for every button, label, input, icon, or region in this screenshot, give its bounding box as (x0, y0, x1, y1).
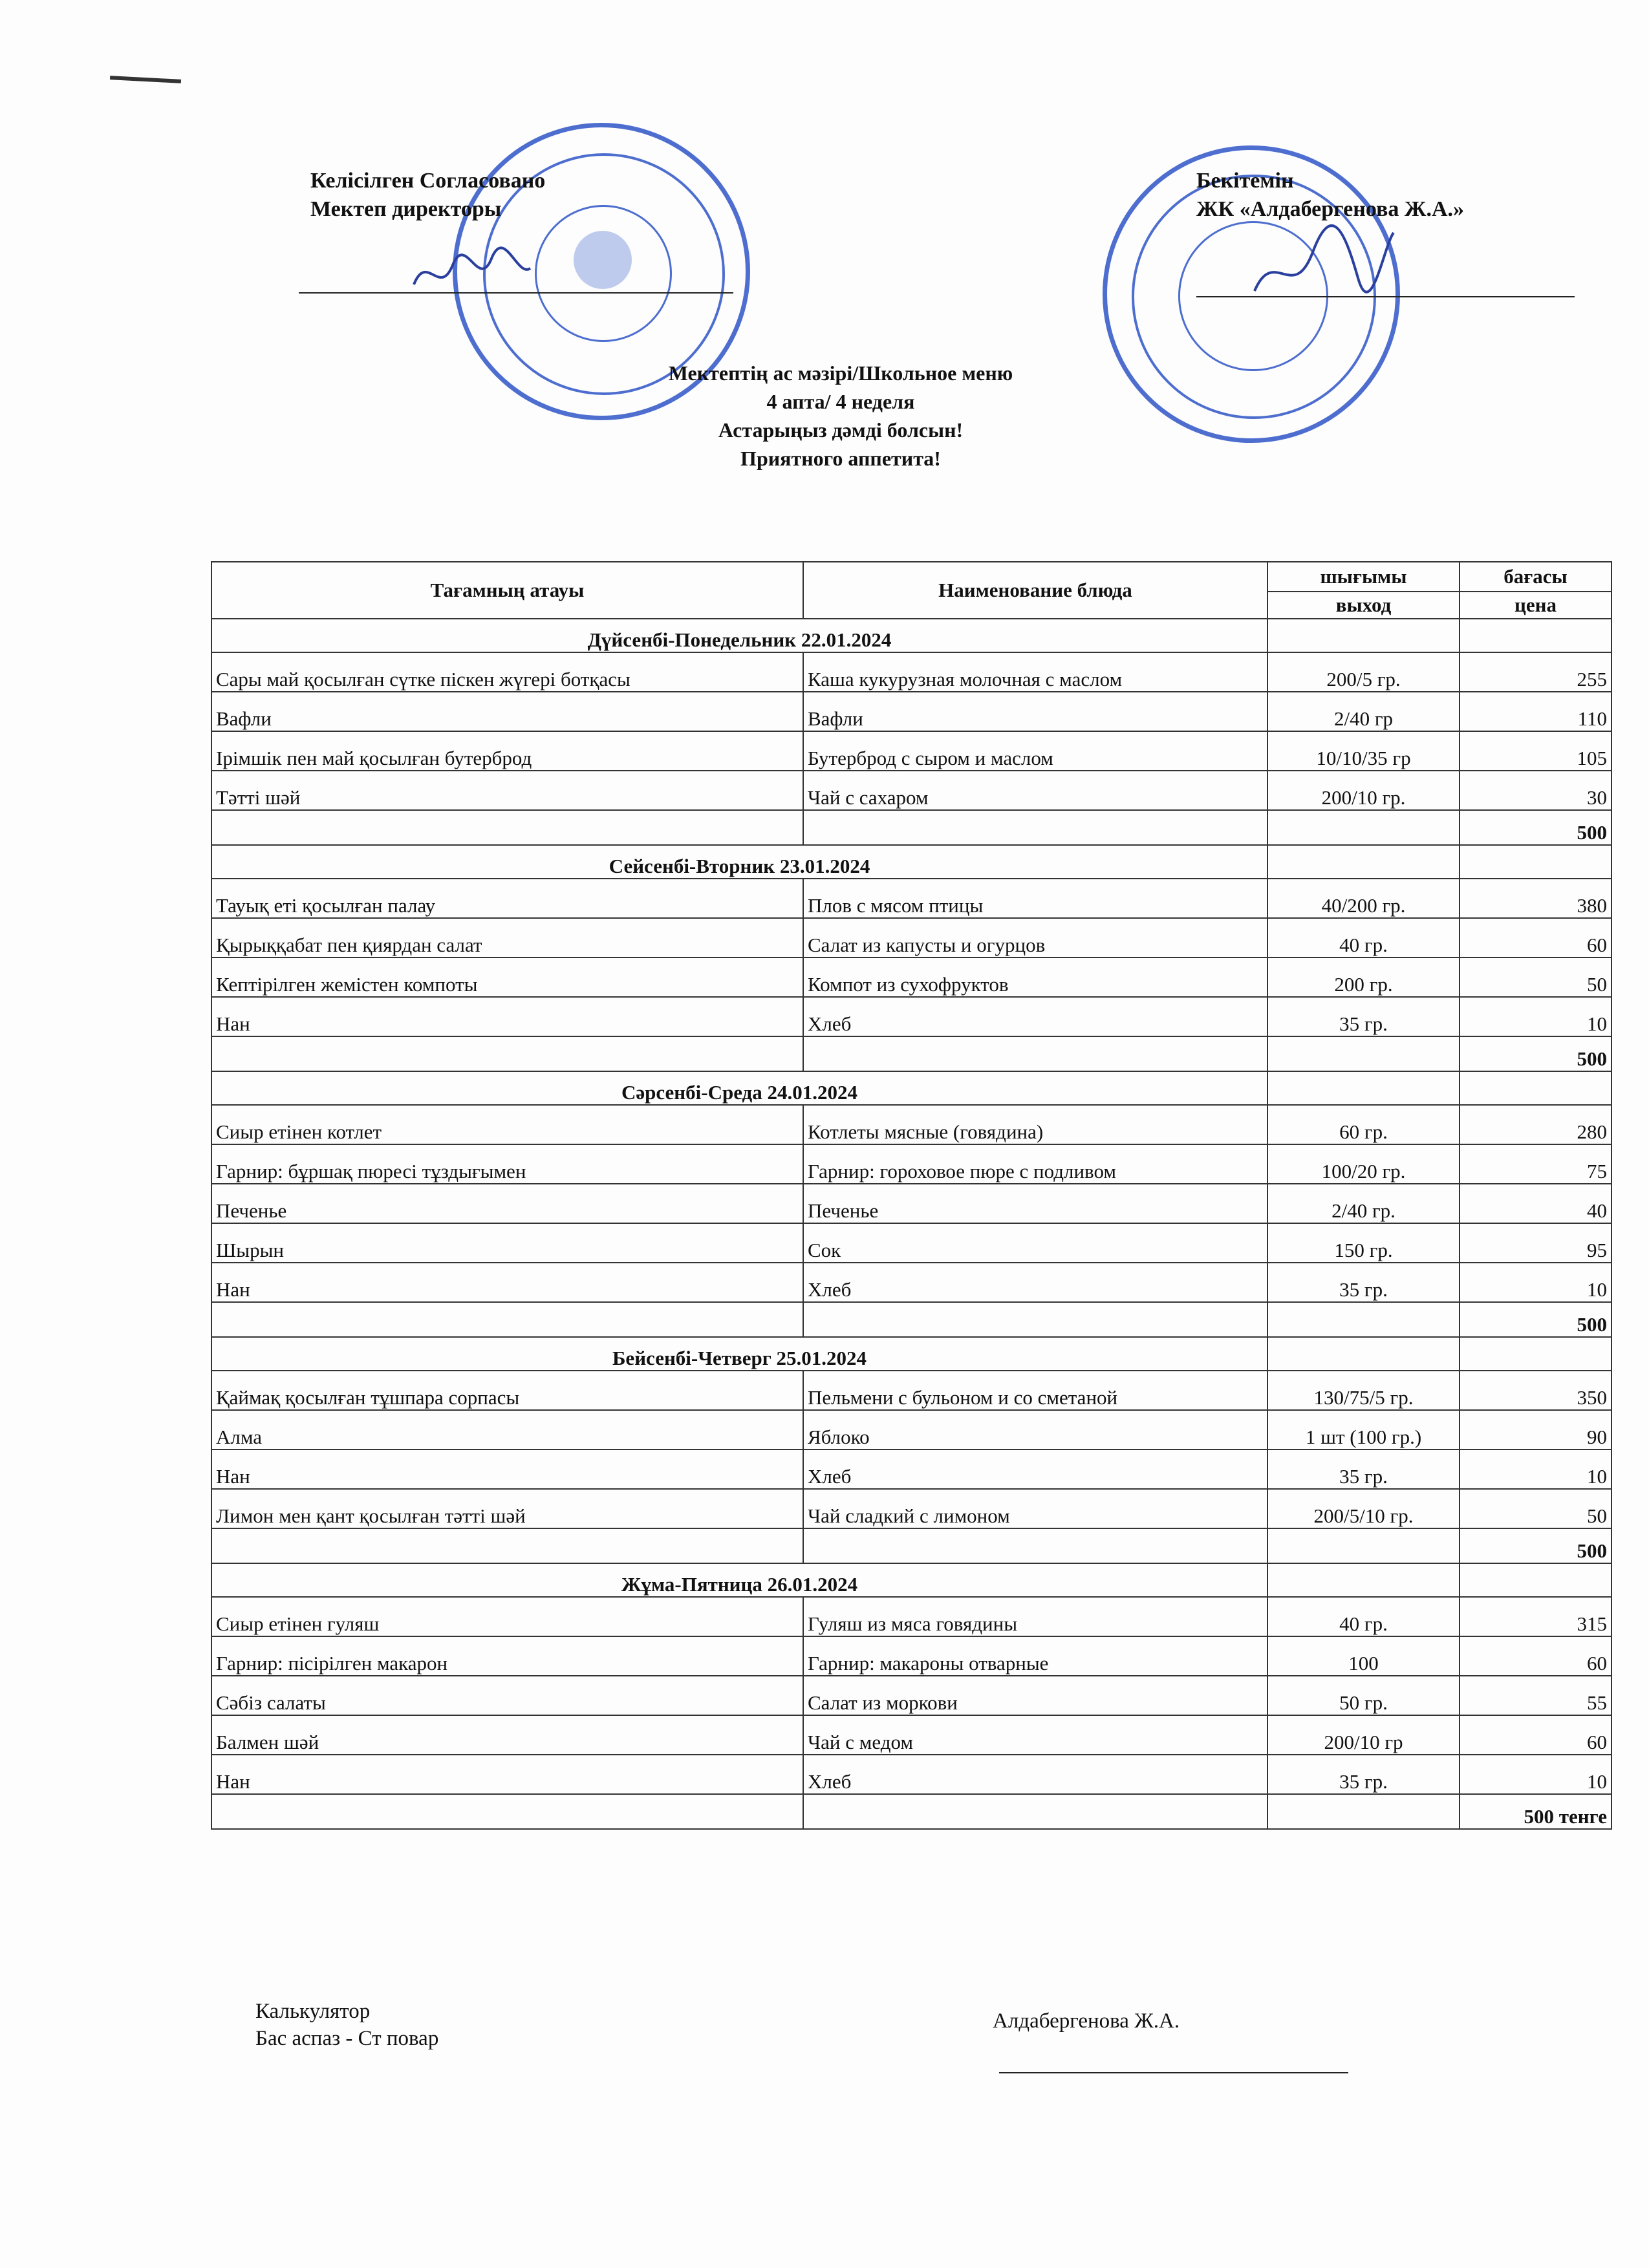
dish-row (211, 771, 1611, 810)
approval-block-right (1196, 167, 1464, 224)
dish-row (211, 879, 1611, 918)
day-total-row (211, 1302, 1611, 1337)
title-line-2: 4 апта/ 4 неделя (766, 390, 915, 413)
dish-price: 105 (1460, 731, 1611, 771)
dish-price: 10 (1460, 1755, 1611, 1794)
dish-output: 35 гр. (1267, 1263, 1460, 1302)
dish-price: 75 (1460, 1144, 1611, 1184)
dish-output: 100/20 гр. (1267, 1144, 1460, 1184)
day-blank-price (1460, 1337, 1611, 1371)
dish-output: 200/5/10 гр. (1267, 1489, 1460, 1528)
dish-price: 95 (1460, 1223, 1611, 1263)
menu-body (211, 619, 1611, 1829)
day-header-row (211, 1563, 1611, 1597)
dish-row (211, 1184, 1611, 1223)
dish-output: 2/40 гр (1267, 692, 1460, 731)
title-line-4: Приятного аппетита! (740, 447, 941, 470)
day-blank-price (1460, 845, 1611, 879)
dish-price: 90 (1460, 1410, 1611, 1450)
total-blank-cell (803, 1794, 1267, 1829)
header-output-kz: шығымы (1267, 562, 1460, 592)
dish-name-ru: Печенье (803, 1184, 1267, 1223)
dish-name-ru: Гарнир: макароны отварные (803, 1636, 1267, 1676)
total-blank-cell (211, 810, 803, 845)
total-blank-cell (211, 1036, 803, 1071)
dish-name-ru: Хлеб (803, 997, 1267, 1036)
dish-name-kz: Алма (211, 1410, 803, 1450)
signature-line-left (299, 292, 733, 294)
dish-price: 255 (1460, 652, 1611, 692)
day-blank-output (1267, 619, 1460, 652)
day-blank-price (1460, 1071, 1611, 1105)
menu-table (211, 561, 1612, 1830)
menu-title (582, 359, 1099, 473)
dish-row (211, 1371, 1611, 1410)
header-output-ru: выход (1267, 592, 1460, 619)
dish-name-kz: Тауық еті қосылған палау (211, 879, 803, 918)
dish-row (211, 957, 1611, 997)
dish-name-kz: Нан (211, 997, 803, 1036)
total-blank-cell (803, 1036, 1267, 1071)
signature-line-right (1196, 296, 1575, 297)
dish-output: 1 шт (100 гр.) (1267, 1410, 1460, 1450)
dish-price: 55 (1460, 1676, 1611, 1715)
dish-output: 50 гр. (1267, 1676, 1460, 1715)
dish-row (211, 1410, 1611, 1450)
dish-output: 40 гр. (1267, 1597, 1460, 1636)
dish-price: 40 (1460, 1184, 1611, 1223)
total-blank-cell (803, 1528, 1267, 1563)
dish-name-kz: Сары май қосылған сүтке піскен жүгері ботқасы (211, 652, 803, 692)
dish-name-ru: Хлеб (803, 1450, 1267, 1489)
dish-output: 35 гр. (1267, 997, 1460, 1036)
total-blank-cell (803, 810, 1267, 845)
calculator-label: Калькулятор (255, 2000, 371, 2023)
dish-row (211, 652, 1611, 692)
dish-price: 30 (1460, 771, 1611, 810)
dish-name-kz: Нан (211, 1450, 803, 1489)
day-header-row (211, 1337, 1611, 1371)
dish-name-kz: Вафли (211, 692, 803, 731)
dish-row (211, 1489, 1611, 1528)
scan-mark (110, 76, 181, 83)
dish-row (211, 692, 1611, 731)
day-total: 500 (1460, 1036, 1611, 1071)
dish-output: 200/10 гр (1267, 1715, 1460, 1755)
total-blank-cell (1267, 1302, 1460, 1337)
dish-price: 315 (1460, 1597, 1611, 1636)
footer-left (255, 1998, 438, 2052)
header-ru-name: Наименование блюда (803, 562, 1267, 619)
dish-output: 40 гр. (1267, 918, 1460, 957)
signature-left (407, 239, 537, 304)
dish-name-kz: Сәбіз салаты (211, 1676, 803, 1715)
dish-price: 50 (1460, 1489, 1611, 1528)
dish-name-ru: Чай сладкий с лимоном (803, 1489, 1267, 1528)
dish-name-ru: Хлеб (803, 1755, 1267, 1794)
day-blank-price (1460, 1563, 1611, 1597)
dish-output: 40/200 гр. (1267, 879, 1460, 918)
dish-name-kz: Нан (211, 1263, 803, 1302)
dish-name-ru: Хлеб (803, 1263, 1267, 1302)
day-blank-output (1267, 1563, 1460, 1597)
dish-output: 35 гр. (1267, 1755, 1460, 1794)
dish-price: 60 (1460, 918, 1611, 957)
title-line-1: Мектептің ас мәзірі/Школьное меню (668, 361, 1013, 385)
dish-name-ru: Плов с мясом птицы (803, 879, 1267, 918)
dish-row (211, 1105, 1611, 1144)
footer-signature-line (999, 2072, 1348, 2073)
dish-row (211, 1715, 1611, 1755)
dish-row (211, 1450, 1611, 1489)
dish-name-kz: Ірімшік пен май қосылған бутерброд (211, 731, 803, 771)
day-total-row (211, 810, 1611, 845)
dish-name-ru: Чай с сахаром (803, 771, 1267, 810)
day-blank-output (1267, 1337, 1460, 1371)
dish-price: 10 (1460, 1263, 1611, 1302)
total-blank-cell (211, 1528, 803, 1563)
day-total-row (211, 1036, 1611, 1071)
total-blank-cell (1267, 1528, 1460, 1563)
day-header-row (211, 845, 1611, 879)
day-blank-price (1460, 619, 1611, 652)
header-price-kz: бағасы (1460, 562, 1611, 592)
total-blank-cell (211, 1302, 803, 1337)
dish-price: 60 (1460, 1636, 1611, 1676)
dish-price: 50 (1460, 957, 1611, 997)
total-blank-cell (211, 1794, 803, 1829)
dish-price: 350 (1460, 1371, 1611, 1410)
dish-name-kz: Тәтті шәй (211, 771, 803, 810)
day-header-row (211, 619, 1611, 652)
dish-name-ru: Вафли (803, 692, 1267, 731)
day-title: Жұма-Пятница 26.01.2024 (211, 1563, 1267, 1597)
dish-output: 100 (1267, 1636, 1460, 1676)
dish-output: 200/10 гр. (1267, 771, 1460, 810)
day-total: 500 (1460, 810, 1611, 845)
dish-output: 10/10/35 гр (1267, 731, 1460, 771)
dish-name-kz: Гарнир: пісірілген макарон (211, 1636, 803, 1676)
day-total-row (211, 1794, 1611, 1829)
total-blank-cell (1267, 1036, 1460, 1071)
footer-right-name: Алдабергенова Ж.А. (993, 2009, 1180, 2033)
dish-row (211, 1223, 1611, 1263)
dish-name-ru: Салат из капусты и огурцов (803, 918, 1267, 957)
director-label: Мектеп директоры (310, 197, 502, 221)
dish-name-ru: Гуляш из мяса говядины (803, 1597, 1267, 1636)
dish-price: 110 (1460, 692, 1611, 731)
day-total: 500 тенге (1460, 1794, 1611, 1829)
day-title: Дүйсенбі-Понедельник 22.01.2024 (211, 619, 1267, 652)
total-blank-cell (1267, 1794, 1460, 1829)
dish-row (211, 1263, 1611, 1302)
agreed-label: Келісілген Согласовано (310, 169, 546, 193)
approval-block-left (310, 167, 545, 224)
dish-row (211, 1144, 1611, 1184)
dish-name-kz: Нан (211, 1755, 803, 1794)
dish-output: 35 гр. (1267, 1450, 1460, 1489)
dish-name-ru: Сок (803, 1223, 1267, 1263)
day-blank-output (1267, 845, 1460, 879)
dish-output: 130/75/5 гр. (1267, 1371, 1460, 1410)
dish-name-ru: Каша кукурузная молочная с маслом (803, 652, 1267, 692)
dish-name-ru: Чай с медом (803, 1715, 1267, 1755)
total-blank-cell (1267, 810, 1460, 845)
dish-name-ru: Салат из моркови (803, 1676, 1267, 1715)
day-header-row (211, 1071, 1611, 1105)
dish-name-kz: Гарнир: бұршақ пюресі тұздығымен (211, 1144, 803, 1184)
dish-price: 280 (1460, 1105, 1611, 1144)
dish-row (211, 1597, 1611, 1636)
dish-price: 10 (1460, 1450, 1611, 1489)
dish-name-kz: Қаймақ қосылған тұшпара сорпасы (211, 1371, 803, 1410)
dish-row (211, 997, 1611, 1036)
dish-name-kz: Шырын (211, 1223, 803, 1263)
header-price-ru: цена (1460, 592, 1611, 619)
dish-price: 380 (1460, 879, 1611, 918)
dish-output: 200 гр. (1267, 957, 1460, 997)
header-kz-name: Тағамның атауы (211, 562, 803, 619)
dish-name-kz: Балмен шәй (211, 1715, 803, 1755)
dish-name-ru: Пельмени с бульоном и со сметаной (803, 1371, 1267, 1410)
dish-output: 60 гр. (1267, 1105, 1460, 1144)
day-title: Бейсенбі-Четверг 25.01.2024 (211, 1337, 1267, 1371)
day-title: Сейсенбі-Вторник 23.01.2024 (211, 845, 1267, 879)
dish-row (211, 731, 1611, 771)
dish-row (211, 1755, 1611, 1794)
approve-label: Бекітемін (1196, 169, 1294, 193)
dish-name-kz: Сиыр етінен гуляш (211, 1597, 803, 1636)
day-total: 500 (1460, 1528, 1611, 1563)
dish-row (211, 1636, 1611, 1676)
dish-name-ru: Гарнир: гороховое пюре с подливом (803, 1144, 1267, 1184)
dish-name-kz: Печенье (211, 1184, 803, 1223)
title-line-3: Астарыңыз дәмді болсын! (718, 418, 964, 442)
day-total-row (211, 1528, 1611, 1563)
dish-row (211, 1676, 1611, 1715)
day-title: Сәрсенбі-Среда 24.01.2024 (211, 1071, 1267, 1105)
head-cook-label: Бас аспаз - Ст повар (255, 2027, 439, 2050)
dish-output: 2/40 гр. (1267, 1184, 1460, 1223)
dish-price: 60 (1460, 1715, 1611, 1755)
dish-price: 10 (1460, 997, 1611, 1036)
dish-name-kz: Кептірілген жемістен компоты (211, 957, 803, 997)
entrepreneur-label: ЖК «Алдабергенова Ж.А.» (1196, 197, 1465, 221)
dish-output: 200/5 гр. (1267, 652, 1460, 692)
dish-name-ru: Котлеты мясные (говядина) (803, 1105, 1267, 1144)
total-blank-cell (803, 1302, 1267, 1337)
dish-row (211, 918, 1611, 957)
day-total: 500 (1460, 1302, 1611, 1337)
dish-name-kz: Қырыққабат пен қиярдан салат (211, 918, 803, 957)
dish-name-ru: Бутерброд с сыром и маслом (803, 731, 1267, 771)
dish-name-ru: Компот из сухофруктов (803, 957, 1267, 997)
dish-name-ru: Яблоко (803, 1410, 1267, 1450)
dish-name-kz: Сиыр етінен котлет (211, 1105, 803, 1144)
dish-name-kz: Лимон мен қант қосылған тәтті шәй (211, 1489, 803, 1528)
day-blank-output (1267, 1071, 1460, 1105)
dish-output: 150 гр. (1267, 1223, 1460, 1263)
